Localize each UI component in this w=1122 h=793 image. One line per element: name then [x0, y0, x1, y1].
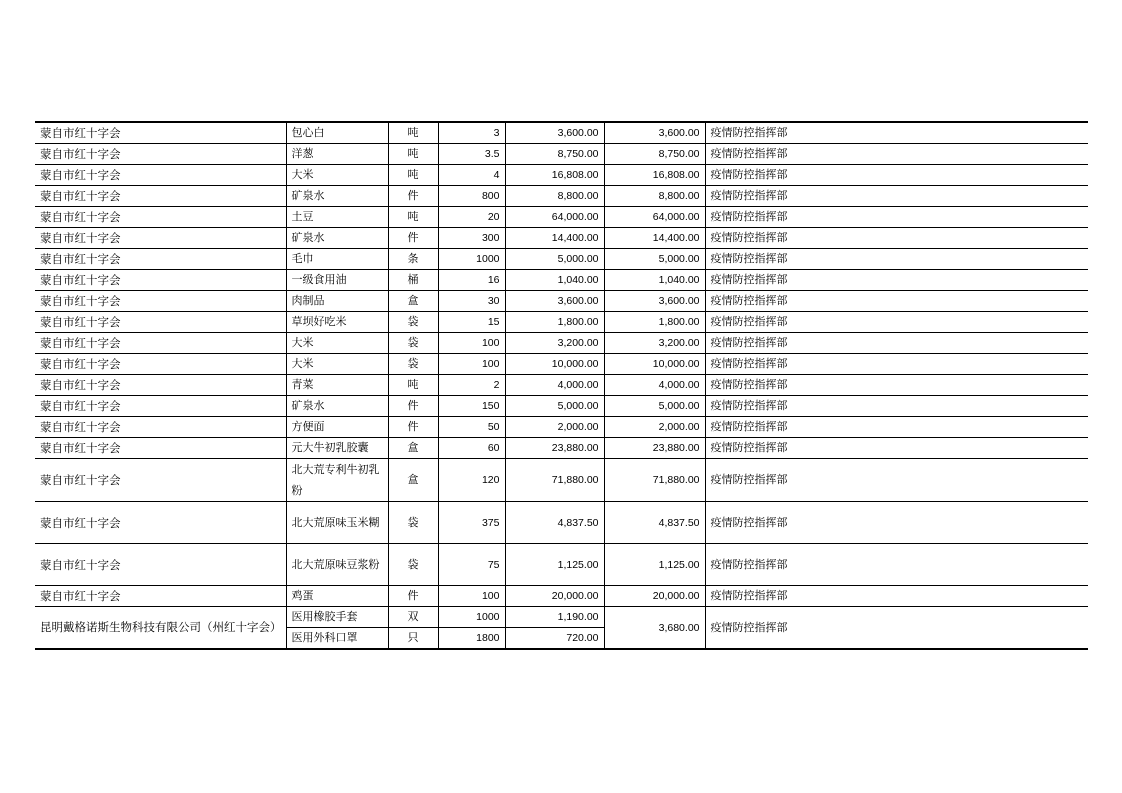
donation-table-body [35, 122, 1088, 649]
unit-cell: 盒 [388, 459, 438, 502]
donor-cell: 蒙自市红十字会 [35, 207, 286, 228]
item-cell: 鸡蛋 [286, 586, 388, 607]
total-cell: 5,000.00 [604, 249, 705, 270]
item-cell: 草坝好吃米 [286, 312, 388, 333]
recipient-cell: 疫情防控指挥部 [705, 375, 1088, 396]
table-row [35, 312, 1088, 333]
recipient-cell: 疫情防控指挥部 [705, 122, 1088, 144]
donor-cell: 蒙自市红十字会 [35, 270, 286, 291]
table-row [35, 396, 1088, 417]
table-row [35, 291, 1088, 312]
total-cell: 71,880.00 [604, 459, 705, 502]
total-cell: 3,200.00 [604, 333, 705, 354]
donor-cell: 蒙自市红十字会 [35, 586, 286, 607]
item-cell: 方便面 [286, 417, 388, 438]
unit-cell: 袋 [388, 333, 438, 354]
donor-cell: 蒙自市红十字会 [35, 375, 286, 396]
table-row [35, 270, 1088, 291]
item-cell: 洋葱 [286, 144, 388, 165]
donor-cell: 蒙自市红十字会 [35, 249, 286, 270]
total-cell: 1,125.00 [604, 544, 705, 586]
recipient-cell: 疫情防控指挥部 [705, 502, 1088, 544]
unit-cell: 袋 [388, 312, 438, 333]
quantity-cell: 375 [438, 502, 505, 544]
item-cell: 一级食用油 [286, 270, 388, 291]
quantity-cell: 20 [438, 207, 505, 228]
unit-cell: 袋 [388, 502, 438, 544]
recipient-cell: 疫情防控指挥部 [705, 249, 1088, 270]
recipient-cell: 疫情防控指挥部 [705, 586, 1088, 607]
donor-cell: 蒙自市红十字会 [35, 165, 286, 186]
quantity-cell: 50 [438, 417, 505, 438]
donor-cell: 蒙自市红十字会 [35, 122, 286, 144]
recipient-cell: 疫情防控指挥部 [705, 291, 1088, 312]
donor-cell: 蒙自市红十字会 [35, 333, 286, 354]
quantity-cell: 3.5 [438, 144, 505, 165]
total-cell: 20,000.00 [604, 586, 705, 607]
recipient-cell: 疫情防控指挥部 [705, 228, 1088, 249]
recipient-cell: 疫情防控指挥部 [705, 607, 1088, 650]
unit-cell: 吨 [388, 144, 438, 165]
amount-cell: 4,837.50 [505, 502, 604, 544]
unit-cell: 件 [388, 396, 438, 417]
recipient-cell: 疫情防控指挥部 [705, 165, 1088, 186]
table-row [35, 417, 1088, 438]
total-cell: 14,400.00 [604, 228, 705, 249]
item-cell: 北大荒原味豆浆粉 [286, 544, 388, 586]
item-cell: 元大牛初乳胶囊 [286, 438, 388, 459]
amount-cell: 64,000.00 [505, 207, 604, 228]
amount-cell: 20,000.00 [505, 586, 604, 607]
quantity-cell: 60 [438, 438, 505, 459]
amount-cell: 3,600.00 [505, 291, 604, 312]
quantity-cell: 30 [438, 291, 505, 312]
total-cell: 10,000.00 [604, 354, 705, 375]
table-row [35, 186, 1088, 207]
total-cell: 1,800.00 [604, 312, 705, 333]
donor-cell: 蒙自市红十字会 [35, 312, 286, 333]
item-cell: 肉制品 [286, 291, 388, 312]
table-row [35, 122, 1088, 144]
donor-cell: 蒙自市红十字会 [35, 502, 286, 544]
item-cell: 医用橡胶手套 [286, 607, 388, 628]
amount-cell: 16,808.00 [505, 165, 604, 186]
amount-cell: 8,800.00 [505, 186, 604, 207]
total-cell: 4,000.00 [604, 375, 705, 396]
donor-cell: 蒙自市红十字会 [35, 228, 286, 249]
total-cell: 3,600.00 [604, 122, 705, 144]
table-row [35, 249, 1088, 270]
unit-cell: 吨 [388, 207, 438, 228]
recipient-cell: 疫情防控指挥部 [705, 544, 1088, 586]
quantity-cell: 100 [438, 333, 505, 354]
quantity-cell: 800 [438, 186, 505, 207]
donor-cell: 昆明戴格诺斯生物科技有限公司（州红十字会） [35, 607, 286, 650]
table-row [35, 502, 1088, 544]
unit-cell: 只 [388, 628, 438, 650]
amount-cell: 5,000.00 [505, 249, 604, 270]
quantity-cell: 300 [438, 228, 505, 249]
amount-cell: 71,880.00 [505, 459, 604, 502]
table-row [35, 544, 1088, 586]
table-row [35, 607, 1088, 628]
item-cell: 青菜 [286, 375, 388, 396]
total-cell: 16,808.00 [604, 165, 705, 186]
donor-cell: 蒙自市红十字会 [35, 459, 286, 502]
unit-cell: 吨 [388, 122, 438, 144]
table-row [35, 165, 1088, 186]
table-row [35, 586, 1088, 607]
unit-cell: 盒 [388, 438, 438, 459]
total-cell: 64,000.00 [604, 207, 705, 228]
unit-cell: 桶 [388, 270, 438, 291]
amount-cell: 4,000.00 [505, 375, 604, 396]
recipient-cell: 疫情防控指挥部 [705, 354, 1088, 375]
total-cell: 8,800.00 [604, 186, 705, 207]
table-row [35, 333, 1088, 354]
recipient-cell: 疫情防控指挥部 [705, 438, 1088, 459]
amount-cell: 23,880.00 [505, 438, 604, 459]
amount-cell: 1,040.00 [505, 270, 604, 291]
unit-cell: 件 [388, 186, 438, 207]
table-row [35, 459, 1088, 502]
recipient-cell: 疫情防控指挥部 [705, 312, 1088, 333]
unit-cell: 件 [388, 228, 438, 249]
donor-cell: 蒙自市红十字会 [35, 354, 286, 375]
recipient-cell: 疫情防控指挥部 [705, 459, 1088, 502]
item-cell: 矿泉水 [286, 186, 388, 207]
recipient-cell: 疫情防控指挥部 [705, 186, 1088, 207]
unit-cell: 吨 [388, 375, 438, 396]
amount-cell: 3,600.00 [505, 122, 604, 144]
unit-cell: 袋 [388, 544, 438, 586]
quantity-cell: 100 [438, 586, 505, 607]
item-cell: 矿泉水 [286, 228, 388, 249]
total-cell: 23,880.00 [604, 438, 705, 459]
total-cell: 2,000.00 [604, 417, 705, 438]
quantity-cell: 4 [438, 165, 505, 186]
unit-cell: 件 [388, 417, 438, 438]
unit-cell: 条 [388, 249, 438, 270]
quantity-cell: 3 [438, 122, 505, 144]
total-cell: 8,750.00 [604, 144, 705, 165]
item-cell: 土豆 [286, 207, 388, 228]
recipient-cell: 疫情防控指挥部 [705, 144, 1088, 165]
table-row [35, 375, 1088, 396]
quantity-cell: 16 [438, 270, 505, 291]
donor-cell: 蒙自市红十字会 [35, 417, 286, 438]
recipient-cell: 疫情防控指挥部 [705, 270, 1088, 291]
amount-cell: 1,190.00 [505, 607, 604, 628]
unit-cell: 盒 [388, 291, 438, 312]
amount-cell: 10,000.00 [505, 354, 604, 375]
recipient-cell: 疫情防控指挥部 [705, 333, 1088, 354]
donor-cell: 蒙自市红十字会 [35, 144, 286, 165]
table-row [35, 354, 1088, 375]
item-cell: 包心白 [286, 122, 388, 144]
amount-cell: 3,200.00 [505, 333, 604, 354]
item-cell: 医用外科口罩 [286, 628, 388, 650]
donor-cell: 蒙自市红十字会 [35, 291, 286, 312]
quantity-cell: 150 [438, 396, 505, 417]
quantity-cell: 75 [438, 544, 505, 586]
quantity-cell: 120 [438, 459, 505, 502]
quantity-cell: 1000 [438, 249, 505, 270]
total-cell: 3,680.00 [604, 607, 705, 650]
amount-cell: 2,000.00 [505, 417, 604, 438]
donor-cell: 蒙自市红十字会 [35, 438, 286, 459]
item-cell: 矿泉水 [286, 396, 388, 417]
unit-cell: 件 [388, 586, 438, 607]
quantity-cell: 15 [438, 312, 505, 333]
amount-cell: 1,125.00 [505, 544, 604, 586]
amount-cell: 5,000.00 [505, 396, 604, 417]
donor-cell: 蒙自市红十字会 [35, 544, 286, 586]
unit-cell: 吨 [388, 165, 438, 186]
item-cell: 大米 [286, 354, 388, 375]
quantity-cell: 1000 [438, 607, 505, 628]
total-cell: 3,600.00 [604, 291, 705, 312]
quantity-cell: 2 [438, 375, 505, 396]
quantity-cell: 100 [438, 354, 505, 375]
amount-cell: 8,750.00 [505, 144, 604, 165]
amount-cell: 720.00 [505, 628, 604, 650]
table-row [35, 438, 1088, 459]
recipient-cell: 疫情防控指挥部 [705, 396, 1088, 417]
unit-cell: 袋 [388, 354, 438, 375]
total-cell: 5,000.00 [604, 396, 705, 417]
recipient-cell: 疫情防控指挥部 [705, 417, 1088, 438]
donor-cell: 蒙自市红十字会 [35, 396, 286, 417]
item-cell: 毛巾 [286, 249, 388, 270]
table-row [35, 228, 1088, 249]
item-cell: 大米 [286, 165, 388, 186]
recipient-cell: 疫情防控指挥部 [705, 207, 1088, 228]
amount-cell: 14,400.00 [505, 228, 604, 249]
unit-cell: 双 [388, 607, 438, 628]
total-cell: 4,837.50 [604, 502, 705, 544]
amount-cell: 1,800.00 [505, 312, 604, 333]
item-cell: 北大荒原味玉米糊 [286, 502, 388, 544]
item-cell: 大米 [286, 333, 388, 354]
total-cell: 1,040.00 [604, 270, 705, 291]
table-row [35, 144, 1088, 165]
donation-table [35, 121, 1088, 650]
donor-cell: 蒙自市红十字会 [35, 186, 286, 207]
item-cell: 北大荒专利牛初乳粉 [286, 459, 388, 502]
table-row [35, 207, 1088, 228]
quantity-cell: 1800 [438, 628, 505, 650]
